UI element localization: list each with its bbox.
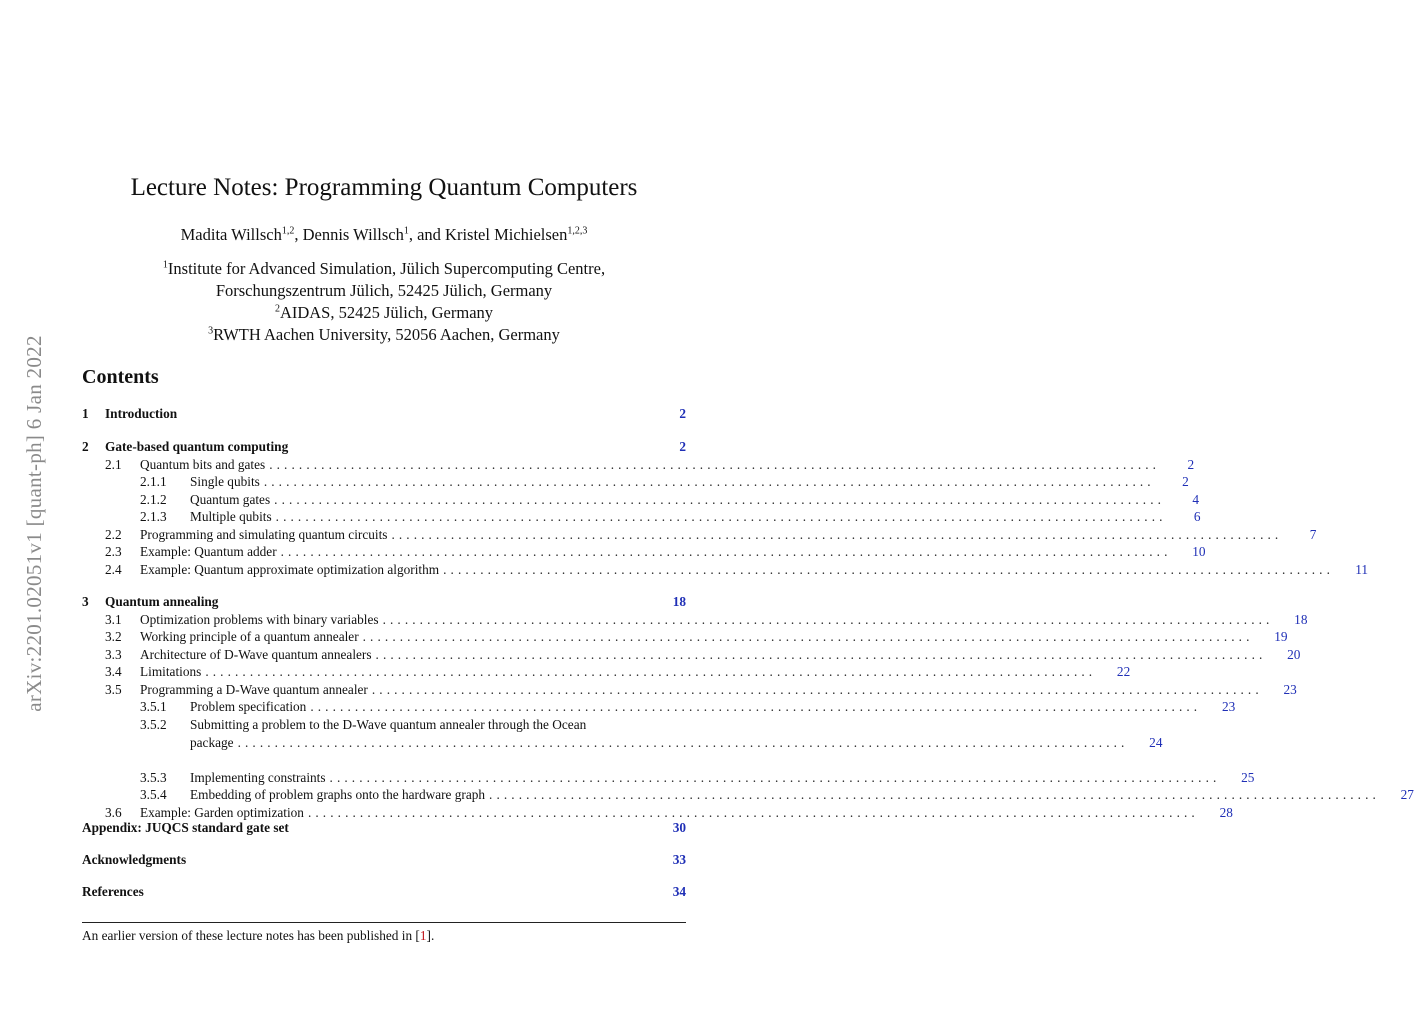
toc-entry[interactable]	[82, 769, 1255, 786]
toc-number: 3.1	[105, 612, 122, 627]
toc-entry[interactable]	[82, 543, 1206, 560]
toc-number: 3.5.2	[140, 717, 167, 732]
paper-title: Lecture Notes: Programming Quantum Computers	[130, 174, 638, 201]
affiliation-mark: 1	[162, 259, 168, 271]
toc-title: Multiple qubits	[190, 509, 272, 524]
toc-page-link[interactable]: 2	[1182, 474, 1189, 489]
toc-page-link[interactable]: 2	[679, 406, 686, 421]
footnote	[82, 928, 434, 944]
toc-page-link[interactable]: 2	[1187, 457, 1195, 472]
affiliation-text: Institute for Advanced Simulation, Jülich Supercomputing Centre,	[167, 259, 606, 278]
toc-page-link[interactable]: 6	[1193, 509, 1201, 524]
arxiv-stamp	[22, 318, 46, 728]
toc-title: Architecture of D-Wave quantum annealers	[140, 647, 372, 662]
toc-title: Optimization problems with binary variables	[140, 612, 379, 627]
toc-number: 2.1.2	[140, 492, 167, 507]
toc-entry[interactable]	[82, 611, 1308, 628]
toc-entry[interactable]	[82, 646, 1301, 663]
toc-number: 3.6	[105, 805, 122, 820]
affiliation-text: RWTH Aachen University, 52056 Aachen, Germany	[213, 325, 560, 344]
author-name: Kristel Michielsen	[445, 225, 568, 244]
toc-entry[interactable]	[82, 663, 1131, 680]
toc-page-link[interactable]: 24	[1149, 735, 1163, 750]
toc-number: 3.5.1	[140, 699, 167, 714]
toc-leader: ........................................................................................................................	[263, 474, 1155, 489]
toc-leader: ........................................................................................................................	[382, 612, 1274, 627]
toc-number: 3.5.3	[140, 770, 167, 785]
affiliation	[0, 302, 768, 324]
toc-leader: ........................................................................................................................	[329, 770, 1221, 785]
toc-page-link[interactable]: 23	[1283, 682, 1297, 697]
toc-entry[interactable]	[82, 473, 1189, 490]
toc-entry[interactable]	[82, 526, 1317, 543]
toc-title: Introduction	[105, 406, 178, 421]
affiliation	[0, 258, 768, 280]
toc-page-link[interactable]: 22	[1116, 664, 1131, 679]
toc-page-link[interactable]: 28	[1219, 805, 1233, 820]
toc-title: Working principle of a quantum annealer	[140, 629, 359, 644]
toc-page-link[interactable]: 4	[1192, 492, 1200, 507]
toc-leader: ........................................................................................................................	[275, 509, 1167, 524]
toc-leader: ........................................................................................................................	[371, 682, 1263, 697]
arxiv-id: arXiv:2201.02051v1 [quant-ph] 6 Jan 2022	[21, 334, 46, 712]
toc-leader: ........................................................................................................................	[280, 544, 1172, 559]
toc-entry[interactable]	[82, 561, 1369, 578]
toc-entry[interactable]	[82, 716, 686, 733]
author-affiliation-mark: 1,2,3	[567, 225, 588, 237]
toc-number: 2.1	[105, 457, 122, 472]
author-name: Madita Willsch	[180, 225, 282, 244]
toc-section-entry[interactable]	[82, 405, 686, 422]
toc-title: Quantum gates	[190, 492, 271, 507]
footnote-end: ].	[426, 928, 435, 943]
affiliation	[0, 280, 768, 302]
toc-page-link[interactable]: 33	[672, 852, 686, 867]
toc-title: References	[82, 884, 144, 899]
toc-number: 2.4	[105, 562, 122, 577]
toc-leader: ........................................................................................................................	[362, 629, 1254, 644]
toc-section-entry[interactable]	[82, 438, 686, 455]
affiliation-mark: 2	[274, 303, 280, 315]
toc-title: Acknowledgments	[82, 852, 187, 867]
toc-title: Submitting a problem to the D-Wave quantum annealer through the Ocean	[190, 717, 587, 732]
toc-number: 2.1.1	[140, 474, 167, 489]
footnote-text: An earlier version of these lecture notes has been published in [	[82, 928, 420, 943]
toc-number: 3.3	[105, 647, 122, 662]
toc-page-link[interactable]: 11	[1355, 562, 1369, 577]
toc-page-link[interactable]: 23	[1221, 699, 1236, 714]
author-separator: , and	[408, 225, 446, 244]
author-affiliation-mark: 1,2	[281, 225, 295, 237]
toc-title: Quantum annealing	[105, 594, 219, 609]
toc-title: Example: Garden optimization	[140, 805, 304, 820]
toc-section-entry[interactable]	[82, 883, 686, 900]
affiliation	[0, 324, 768, 346]
affiliation-text: AIDAS, 52425 Jülich, Germany	[279, 303, 494, 322]
toc-title: Implementing constraints	[190, 770, 326, 785]
toc-page-link[interactable]: 19	[1274, 629, 1288, 644]
toc-leader: ........................................................................................................................	[310, 699, 1202, 714]
citation-link[interactable]: 1	[419, 928, 427, 943]
author-separator: ,	[294, 225, 303, 244]
toc-page-link[interactable]: 7	[1309, 527, 1317, 542]
author-affiliation-mark: 1	[403, 225, 409, 237]
toc-page-link[interactable]: 27	[1400, 787, 1414, 802]
toc-leader: ........................................................................................................................	[237, 735, 1129, 750]
toc-title: Example: Quantum adder	[140, 544, 277, 559]
toc-entry[interactable]	[82, 456, 1195, 473]
toc-leader: ........................................................................................................................	[274, 492, 1166, 507]
toc-title: Programming a D-Wave quantum annealer	[140, 682, 368, 697]
toc-leader: ........................................................................................................................	[443, 562, 1335, 577]
toc-number: 2.3	[105, 544, 122, 559]
toc-leader: ........................................................................................................................	[307, 805, 1199, 820]
toc-leader: ........................................................................................................................	[489, 787, 1380, 802]
toc-number: 1	[82, 406, 89, 421]
toc-leader: ........................................................................................................................	[391, 527, 1283, 542]
toc-entry[interactable]	[82, 628, 1288, 645]
toc-entry[interactable]	[82, 734, 1163, 751]
toc-number: 2.1.3	[140, 509, 167, 524]
toc-number: 3.2	[105, 629, 122, 644]
affiliation-list	[0, 258, 768, 346]
toc-title: Example: Quantum approximate optimization algorithm	[140, 562, 440, 577]
toc-entry[interactable]	[82, 698, 1236, 715]
toc-page-link[interactable]: 10	[1192, 544, 1206, 559]
toc-title: Problem specification	[190, 699, 307, 714]
toc-section-entry[interactable]	[82, 851, 686, 868]
affiliation-mark: 3	[208, 325, 214, 337]
toc-title: package	[190, 735, 234, 750]
toc-entry[interactable]	[82, 491, 1200, 508]
author-name: Dennis Willsch	[302, 225, 404, 244]
toc-section-entry[interactable]	[82, 819, 686, 836]
toc-leader: ........................................................................................................................	[375, 647, 1267, 662]
toc-number: 3.4	[105, 664, 122, 679]
toc-title: Embedding of problem graphs onto the hardware graph	[190, 787, 486, 802]
toc-page-link[interactable]: 18	[1294, 612, 1308, 627]
toc-number: 3.5.4	[140, 787, 167, 802]
toc-title: Gate-based quantum computing	[105, 439, 289, 454]
toc-entry[interactable]	[82, 681, 1297, 698]
toc-title: Limitations	[140, 664, 202, 679]
toc-section-entry[interactable]	[82, 593, 686, 610]
toc-entry[interactable]	[82, 508, 1201, 525]
footnote-rule	[82, 922, 686, 923]
toc-page-link[interactable]: 20	[1287, 647, 1301, 662]
toc-title: Programming and simulating quantum circuits	[140, 527, 388, 542]
affiliation-text: Forschungszentrum Jülich, 52425 Jülich, Germany	[215, 281, 553, 300]
toc-leader: ........................................................................................................................	[205, 664, 1097, 679]
toc-title: Appendix: JUQCS standard gate set	[82, 820, 289, 835]
toc-page-link[interactable]: 30	[672, 820, 686, 835]
contents-heading: Contents	[82, 366, 159, 388]
toc-number: 3.5	[105, 682, 122, 697]
toc-leader: ........................................................................................................................	[269, 457, 1161, 472]
toc-entry[interactable]	[82, 786, 1414, 803]
toc-page-link[interactable]: 25	[1241, 770, 1255, 785]
toc-title: Quantum bits and gates	[140, 457, 266, 472]
author-list	[0, 222, 768, 248]
toc-page-link[interactable]: 34	[672, 884, 686, 899]
toc-title: Single qubits	[190, 474, 260, 489]
toc-number: 2	[82, 439, 89, 454]
toc-number: 2.2	[105, 527, 122, 542]
toc-page-link[interactable]: 2	[679, 439, 686, 454]
toc-page-link[interactable]: 18	[672, 594, 686, 609]
toc-number: 3	[82, 594, 89, 609]
